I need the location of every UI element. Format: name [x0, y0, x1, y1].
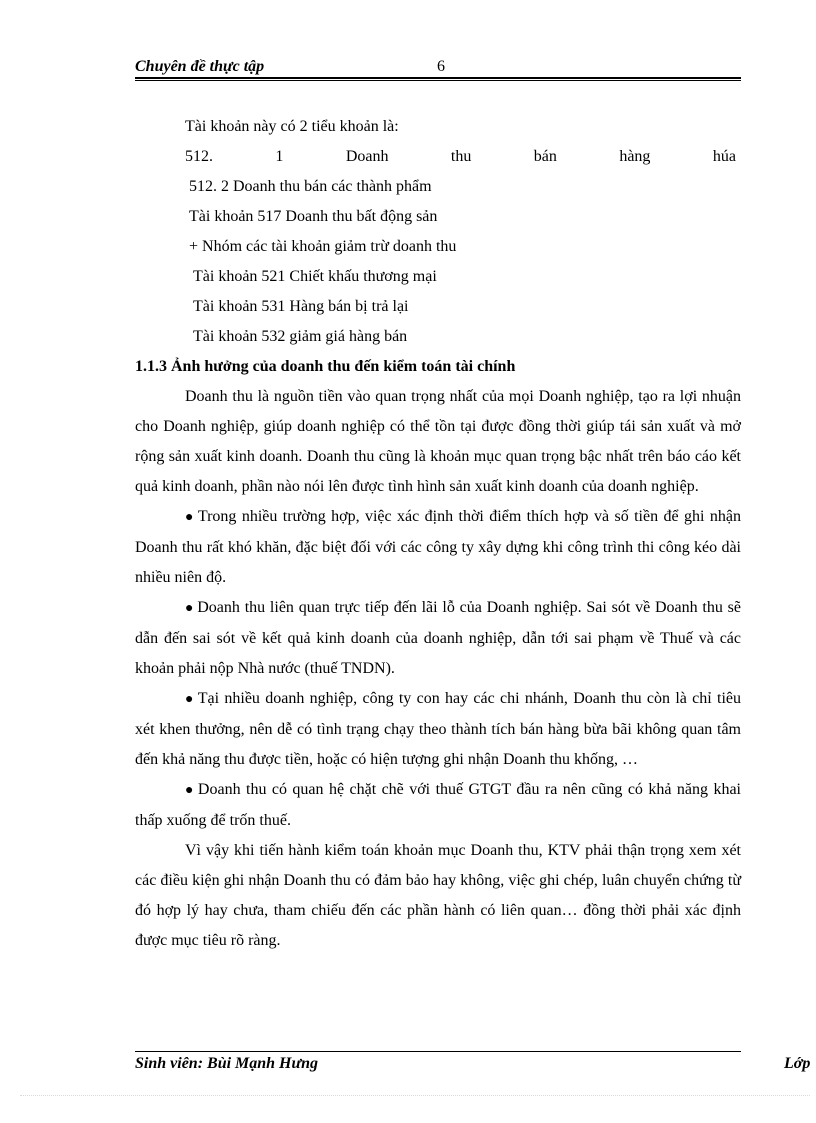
- page-header: [135, 58, 741, 78]
- paragraph-conclusion: Vì vậy khi tiến hành kiểm toán khoản mục Doanh thu, KTV phải thận trọng xem xét các điều kiện ghi nhận Doanh thu có đảm bảo hay không, việc ghi chép, luân chuyển chứng từ đó hợp lý hay chưa, tham chiếu đến các phần hành có liên quan… đồng thời phải xác định được mục tiêu rõ ràng.: [135, 842, 741, 949]
- bullet-paragraph: [135, 502, 741, 593]
- account-531: Tài khoản 531 Hàng bán bị trả lại: [193, 298, 409, 315]
- bullet-icon: ●: [185, 692, 195, 707]
- page-number: 6: [437, 58, 445, 75]
- subaccount-512-1: [135, 142, 741, 172]
- bullet-text: Trong nhiều trường hợp, việc xác định thời điểm thích hợp và số tiền để ghi nhận Doanh thu rất khó khăn, đặc biệt đối với các công ty xây dựng khi công trình thi công kéo dài nhiều niên độ.: [135, 508, 741, 586]
- sub-512-1-word: 512.: [185, 148, 213, 165]
- bullet-paragraph: [135, 684, 741, 775]
- sub-512-1-word: húa: [712, 148, 736, 165]
- sub-512-1-word: 1: [275, 148, 284, 165]
- sub-512-1-word: bán: [533, 148, 557, 165]
- sub-512-1-word: Doanh: [345, 148, 389, 165]
- header-rule-thin: [135, 80, 741, 81]
- sub-512-1-word: hàng: [619, 148, 651, 165]
- bullet-text: Doanh thu liên quan trực tiếp đến lãi lỗ của Doanh nghiệp. Sai sót về Doanh thu sẽ dẫn đến sai sót về kết quả kinh doanh của doanh nghiệp, dẫn tới sai phạm về Thuế và các khoản phải nộp Nhà nước (thuế TNDN).: [135, 599, 741, 677]
- document-body: [135, 112, 741, 956]
- bullet-icon: ●: [185, 510, 195, 525]
- bullet-paragraph: [135, 775, 741, 836]
- bullet-text: Doanh thu có quan hệ chặt chẽ với thuế GTGT đầu ra nên cũng có khả năng khai thấp xuống để trốn thuế.: [135, 781, 741, 829]
- subaccount-512-2: 512. 2 Doanh thu bán các thành phẩm: [189, 178, 432, 195]
- footer-rule: [135, 1051, 741, 1052]
- sub-512-1-word: thu: [450, 148, 472, 165]
- page-edge-dotted-line: [20, 1095, 810, 1096]
- header-rule-thick: [135, 77, 741, 79]
- paragraph-intro: Doanh thu là nguồn tiền vào quan trọng nhất của mọi Doanh nghiệp, tạo ra lợi nhuận cho Doanh nghiệp, giúp doanh nghiệp có thể tồn tại được đồng thời giúp tái sản xuất và mở rộng sản xuất kinh doanh. Doanh thu cũng là khoản mục quan trọng bậc nhất trên báo cáo kết quả kinh doanh, phần nào nói lên được tình hình sản xuất kinh doanh của doanh nghiệp.: [135, 388, 741, 495]
- account-517: Tài khoản 517 Doanh thu bất động sản: [189, 208, 438, 225]
- account-521: Tài khoản 521 Chiết khấu thương mại: [193, 268, 437, 285]
- footer-student: Sinh viên: Bùi Mạnh Hưng: [135, 1055, 318, 1072]
- bullet-icon: ●: [185, 783, 195, 798]
- bullet-text: Tại nhiều doanh nghiệp, công ty con hay các chi nhánh, Doanh thu còn là chỉ tiêu xét khen thưởng, nên dễ có tình trạng chạy theo thành tích bán hàng bừa bãi không quan tâm đến khả năng thu được tiền, hoặc có hiện tượng ghi nhận Doanh thu khống, …: [135, 690, 741, 768]
- section-heading: 1.1.3 Ảnh hưởng của doanh thu đến kiểm toán tài chính: [135, 358, 516, 375]
- footer-class-label: Lớp: [784, 1055, 811, 1072]
- group-reduce-heading: + Nhóm các tài khoản giảm trừ doanh thu: [189, 238, 457, 255]
- intro-line: Tài khoản này có 2 tiểu khoản là:: [185, 118, 399, 135]
- header-title: Chuyên đề thực tập: [135, 58, 265, 75]
- bullet-icon: ●: [185, 601, 195, 616]
- account-532: Tài khoản 532 giảm giá hàng bán: [193, 328, 408, 345]
- bullet-paragraph: [135, 593, 741, 684]
